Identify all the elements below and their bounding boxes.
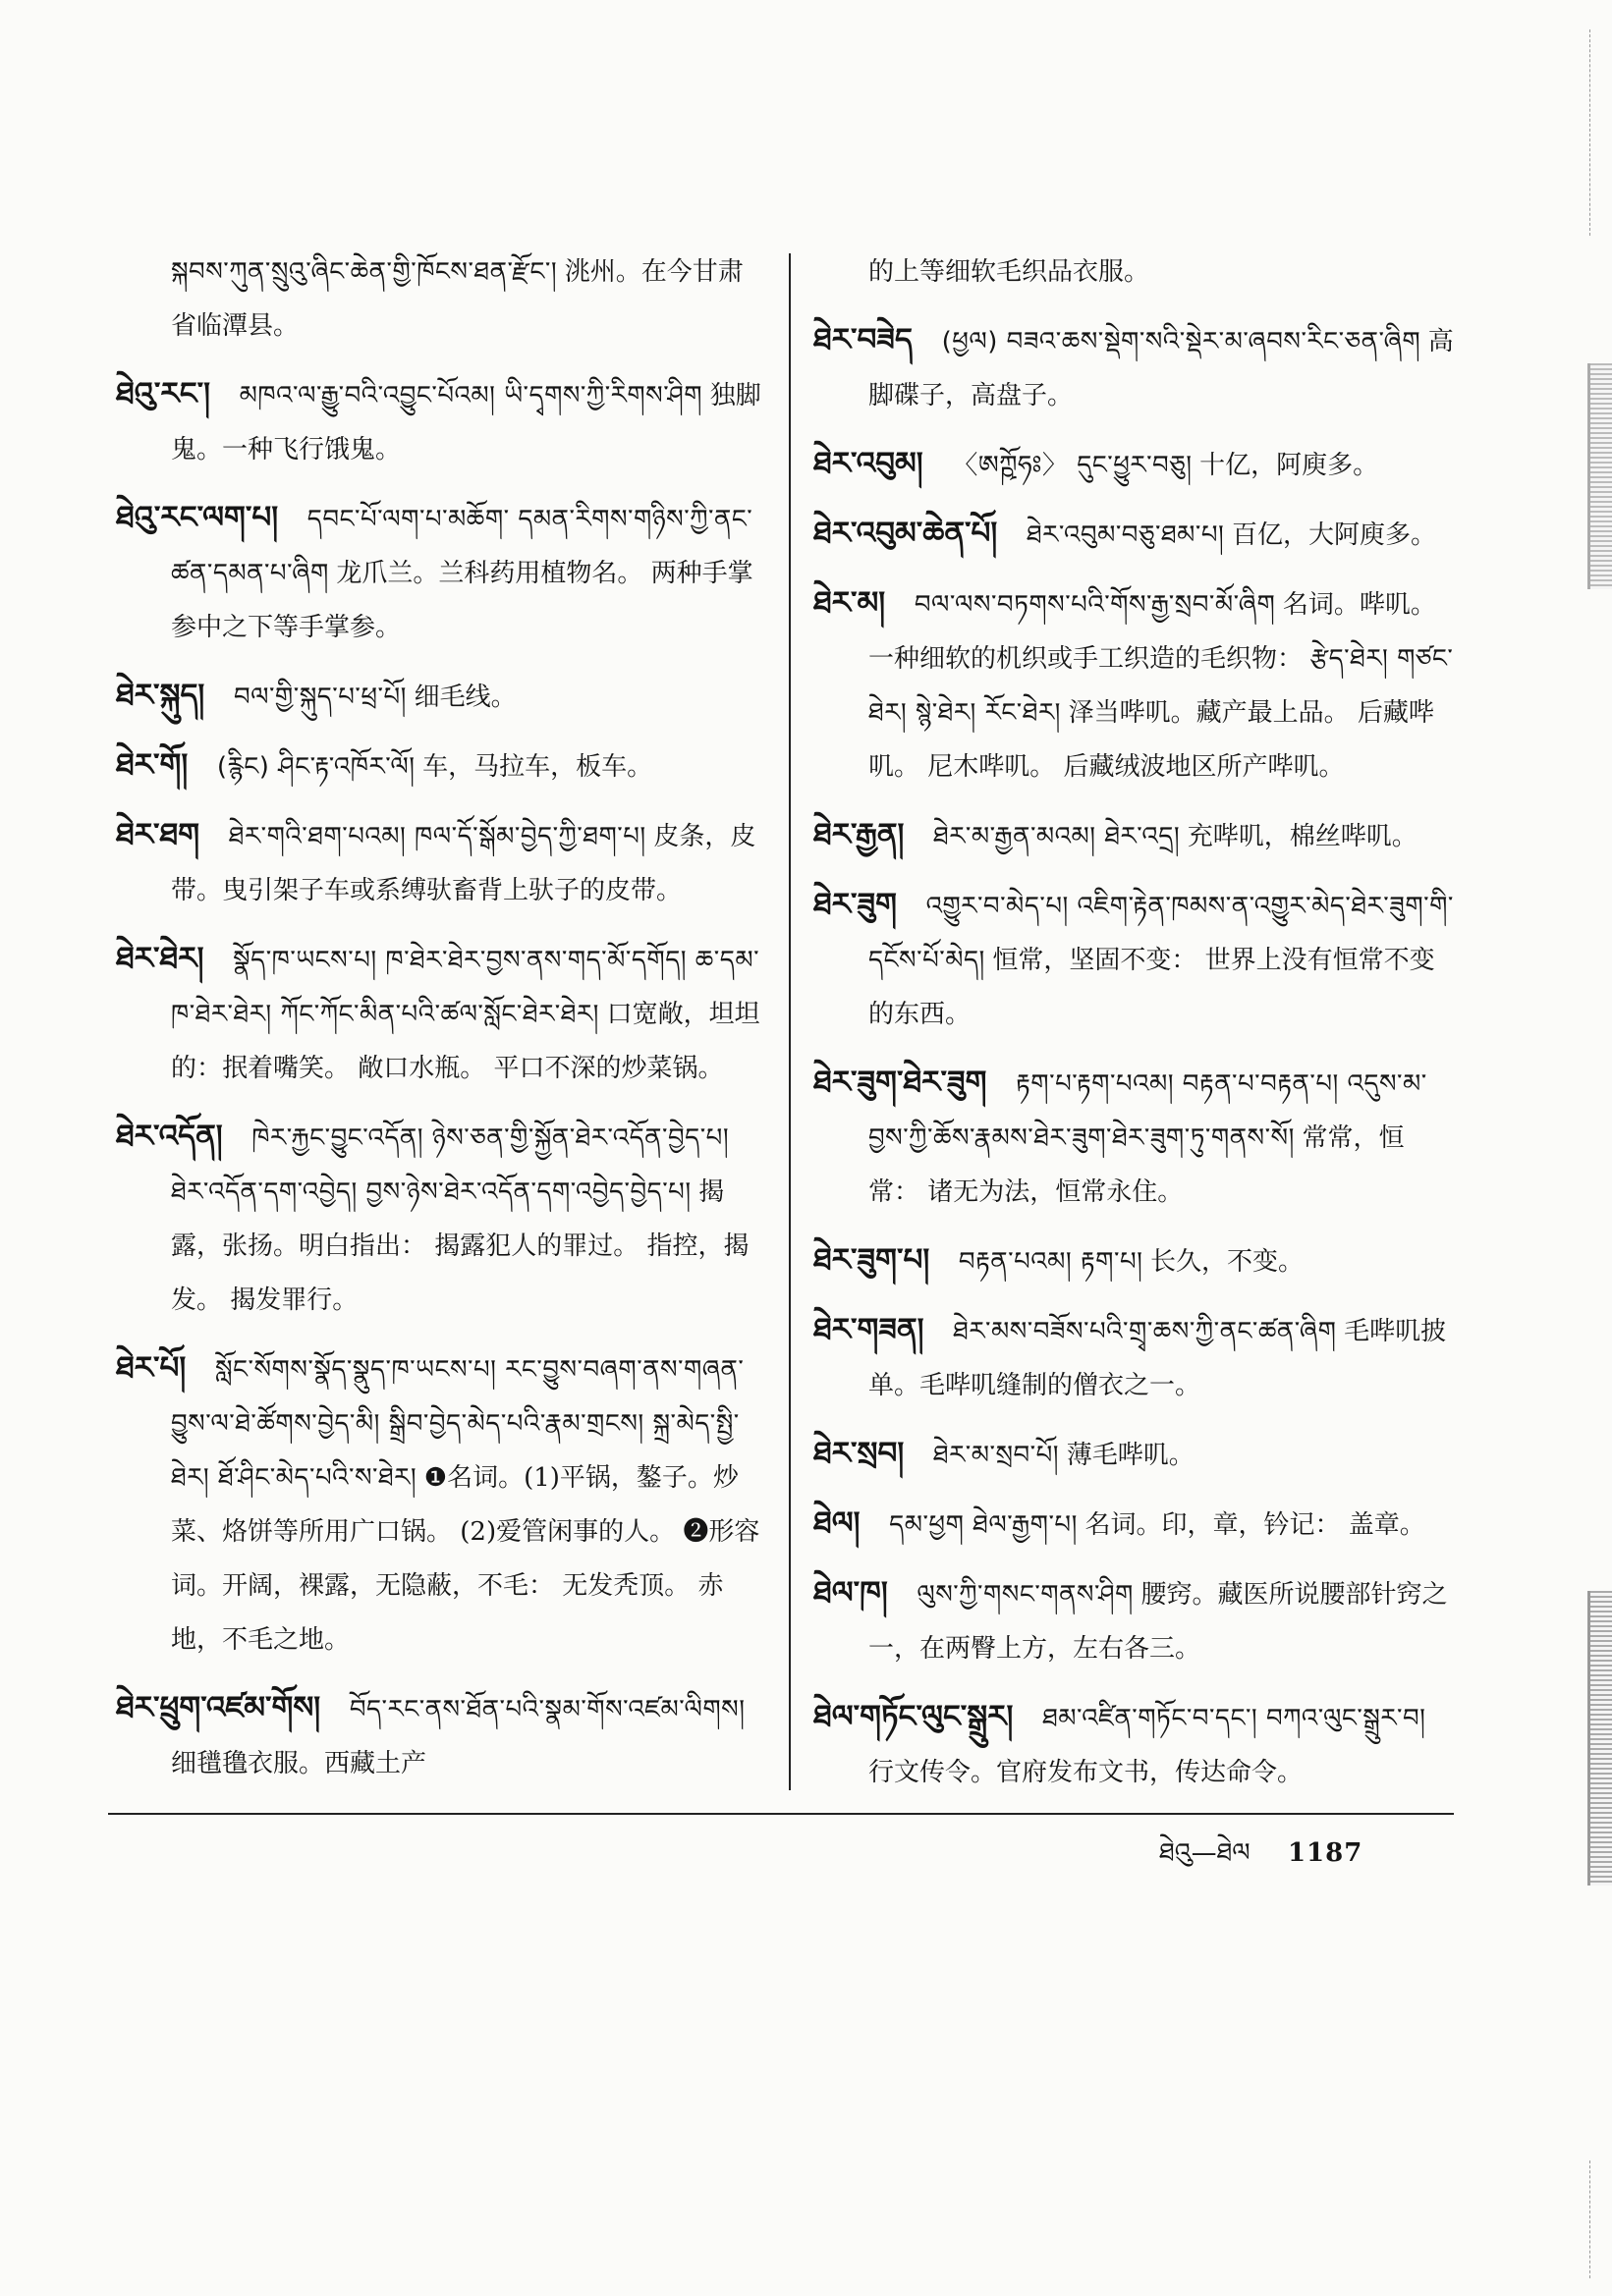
tibetan-text: བལ་ལས་བཏགས་པའི་གོས་རྒྱ་སྲབ་མོ་ཞིག: [914, 590, 1276, 620]
tibetan-text: དབང་པོ་ལག་པ་མཆོག་ དམན་རིགས་གཉིས་ཀྱི་ནང་ཚན་དམན་པ་ཞིག: [171, 505, 753, 588]
dictionary-entry: [813, 313, 1454, 423]
tibetan-text: རྩེད་ཐེར། གཙང་ཐེར། སྙེ་ཐེར། རོང་ཐེར།: [868, 644, 1454, 728]
headword: ཐེར་འདོན།: [116, 1119, 223, 1154]
scan-edge-mark: [1589, 2160, 1612, 2278]
dictionary-entry: [813, 808, 1454, 864]
dictionary-entry: [813, 878, 1454, 1042]
headword: ཐེལ་ཁ།: [813, 1575, 888, 1611]
chinese-text: 的上等细软毛织品衣服。: [868, 257, 1150, 287]
chinese-text: 细氆氇衣服。西藏土产: [171, 1749, 427, 1778]
headword: ཐེར་གཟན།: [813, 1312, 924, 1347]
page-number: 1187: [1287, 1838, 1363, 1868]
headword: ཐེར་སྲབ།: [813, 1436, 905, 1471]
headword: ཐེར་ཟུག: [813, 887, 897, 922]
column-divider: [789, 253, 791, 1790]
dictionary-entry: [813, 246, 1454, 300]
tibetan-text: དམ་ཕྱག ཐེལ་རྒྱག་པ།: [889, 1510, 1078, 1540]
chinese-text: 名词。哔叽。一种细软的机织或手工织造的毛织物：: [868, 590, 1436, 674]
chinese-text: 行文传令。官府发布文书，传达命令。: [868, 1758, 1304, 1787]
tibetan-text: འགྱུར་བ་མེད་པ། འཇིག་རྟེན་ཁམས་ན་འགྱུར་མེད་ཐེར་ཟུག་གི་དངོས་པོ་མེད།: [868, 892, 1454, 975]
chinese-text: 泽当哔叽。藏产最上品。 后藏哔叽。 尼木哔叽。 后藏绒波地区所产哔叽。: [868, 698, 1434, 782]
tibetan-text: ཐམ་འཛིན་གཏོང་བ་དང་། བཀའ་ལུང་སྒྲུར་བ།: [1042, 1704, 1426, 1733]
tibetan-text: བརྟན་པའམ། རྟག་པ།: [958, 1247, 1143, 1277]
dictionary-entry: [116, 738, 764, 794]
headword: ཐེར་ཟུག་པ།: [813, 1242, 930, 1278]
dictionary-entry: [813, 1303, 1454, 1413]
chinese-text: 常常，恒常： 诸无为法，恒常永住。: [868, 1123, 1405, 1207]
chinese-text: 口宽敞，坦坦的：抿着嘴笑。 敞口水瓶。 平口不深的炒菜锅。: [171, 1000, 760, 1083]
chinese-text: 独脚鬼。一种飞行饿鬼。: [171, 381, 761, 465]
chinese-text: 皮条，皮带。曳引架子车或系缚驮畜背上驮子的皮带。: [171, 822, 756, 905]
headword: ཐེར་ཐེར།: [116, 941, 204, 976]
tibetan-text: སློང་སོགས་སྣོད་སྣུད་ཁ་ཡངས་པ། རང་བྱུས་བཞག་ནས་གཞན་བྱུས་ལ་ཐེ་ཚོགས་བྱེད་མི། སྒྲིབ་བྱེད་མེད་པའི་རྣམ་གྲངས། སྐྲ་མེད་སྤྱི་ཐེར། ཐོ་ཤིང་མེད་པའི་ས་ཐེར།: [171, 1355, 745, 1493]
tibetan-text: (རྙིང) ཤིང་རྟ་འཁོར་ལོ།: [216, 752, 416, 782]
tibetan-text: (ཕྱལ) བཟའ་ཆས་སྡེག་སའི་སྡེར་མ་ཞབས་རིང་ཅན་ཞིག: [941, 327, 1421, 356]
dictionary-entry: [813, 576, 1454, 794]
chinese-text: 名词。印，章，钤记： 盖章。: [1084, 1510, 1425, 1540]
dictionary-entry: [116, 1341, 764, 1667]
chinese-text: 细毛线。: [414, 683, 517, 712]
page-footer: [1159, 1825, 1362, 1896]
dictionary-entry: [813, 1427, 1454, 1483]
tibetan-text: སྣོད་ཁ་ཡངས་པ། ཁ་ཐེར་ཐེར་བྱས་ནས་གད་མོ་དགོད། ཆ་དམ་ཁ་ཐེར་ཐེར། ཀོང་ཀོང་མིན་པའི་ཚལ་སློང་ཐེར་ཐེར།: [171, 946, 760, 1029]
headword: ཐེར་མ།: [813, 585, 886, 621]
headword-range: ཐེའུ—ཐེལ: [1159, 1838, 1251, 1868]
chinese-text: 毛哔叽披单。毛哔叽缝制的僧衣之一。: [868, 1317, 1447, 1400]
scan-edge-mark: [1587, 1591, 1612, 1886]
chinese-text: ❶名词。(1)平锅，鏊子。炒菜、烙饼等所用广口锅。 (2)爱管闲事的人。 ❷形容词。开阔，裸露，无隐蔽，不毛： 无发秃顶。 赤地，不毛之地。: [171, 1463, 760, 1655]
chinese-text: 十亿，阿庾多。: [1199, 451, 1379, 480]
headword: ཐེའུ་རང་།: [116, 376, 210, 411]
headword: ཐེལ་གཏོང་ལུང་སྒྲུར།: [813, 1699, 1014, 1734]
chinese-text: 百亿，大阿庾多。: [1231, 520, 1436, 550]
tibetan-text: སྐབས་ཀུན་སྲུའུ་ཞིང་ཆེན་གྱི་ཁོངས་ཐན་རྫོང་།: [171, 257, 558, 287]
headword: ཐེར་ཟུག་ཐེར་ཟུག: [813, 1065, 987, 1100]
scan-edge-mark: [1589, 29, 1612, 236]
chinese-text: 恒常，坚固不变： 世界上没有恒常不变的东西。: [868, 946, 1435, 1029]
tibetan-text: ཐེར་གའི་ཐག་པའམ། ཁལ་དོ་སྒོམ་བྱེད་ཀྱི་ཐག་པ།: [228, 822, 646, 851]
tibetan-text: ཁེར་རྐྱང་བྱུང་འདོན། ཉེས་ཅན་གྱི་སྐྱོན་ཐེར་འདོན་བྱེད་པ། ཐེར་འདོན་དག་འབྱེད། བྱས་ཉེས་ཐེར་འདོན་དག་འབྱེད་བྱེད་པ།: [171, 1123, 730, 1207]
tibetan-text: ཐེར་མ་སྲབ་པོ།: [932, 1441, 1060, 1470]
headword: ཐེལ།: [813, 1505, 861, 1541]
tibetan-text: མཁའ་ལ་རྒྱུ་བའི་འབྱུང་པོའམ། ཡི་དྭགས་ཀྱི་རིགས་ཤིག: [239, 381, 703, 410]
headword: ཐེར་འབུམ།: [813, 446, 923, 481]
right-column: [813, 246, 1454, 1814]
dictionary-entry: [813, 1497, 1454, 1553]
dictionary-entry: [116, 367, 764, 477]
tibetan-text: ཐེར་མ་རྒྱན་མའམ། ཐེར་འདྲ།: [933, 822, 1181, 851]
headword: ཐེའུ་རང་ལག་པ།: [116, 500, 279, 535]
dictionary-entry: [813, 1690, 1454, 1800]
footer-rule: [108, 1813, 1454, 1815]
headword: ཐེར་པོ།: [116, 1350, 187, 1386]
dictionary-entry: [116, 246, 764, 354]
chinese-text: 高脚碟子，高盘子。: [868, 327, 1454, 410]
dictionary-entry: [813, 1566, 1454, 1676]
dictionary-entry: [813, 1056, 1454, 1220]
dictionary-entry: [116, 1681, 764, 1791]
tibetan-text: རྟག་པ་རྟག་པའམ། བརྟན་པ་བརྟན་པ། འདུས་མ་བྱས་ཀྱི་ཆོས་རྣམས་ཐེར་ཟུག་ཐེར་ཟུག་ཏུ་གནས་སོ།: [868, 1069, 1427, 1153]
headword: ཐེར་འབུམ་ཆེན་པོ།: [813, 516, 998, 551]
tibetan-text: བོད་རང་ནས་ཐོན་པའི་སྣམ་གོས་འཛམ་ལིགས།: [349, 1695, 746, 1724]
chinese-text: 充哔叽，棉丝哔叽。: [1187, 822, 1417, 851]
tibetan-text: ཐེར་འབུམ་བཅུ་ཐམ་པ།: [1026, 520, 1225, 550]
chinese-text: 龙爪兰。兰科药用植物名。 两种手掌参中之下等手掌参。: [171, 559, 753, 642]
dictionary-entry: [116, 808, 764, 918]
tibetan-text: བལ་གྱི་སྐུད་པ་ཕྲ་པོ།: [233, 683, 407, 712]
dictionary-entry: [116, 1110, 764, 1328]
headword: ཐེར་སྐུད།: [116, 678, 205, 713]
dictionary-entry: [116, 491, 764, 655]
tibetan-text: ཐེར་མས་བཟོས་པའི་གྲྭ་ཆས་ཀྱི་ནང་ཚན་ཞིག: [953, 1317, 1337, 1346]
headword: ཐེར་བཟེད: [813, 322, 913, 357]
headword: ཐེར་རྒྱན།: [813, 817, 905, 852]
headword: ཐེར་ཐག: [116, 817, 200, 852]
dictionary-entry: [116, 669, 764, 725]
tibetan-text: ལུས་ཀྱི་གསང་གནས་ཤིག: [917, 1580, 1134, 1610]
dictionary-entry: [116, 932, 764, 1096]
chinese-text: 揭露，张扬。明白指出： 揭露犯人的罪过。 指控，揭发。 揭发罪行。: [171, 1177, 750, 1315]
headword: ཐེར་གོ།: [116, 747, 189, 783]
tibetan-text: 〈ཨཀྵོཧཿ〉 དུང་ཕྱུར་བཅུ།: [952, 451, 1193, 480]
chinese-text: 薄毛哔叽。: [1066, 1441, 1195, 1470]
dictionary-entry: [813, 1233, 1454, 1289]
headword: ཐེར་ཕྲུག་འཛམ་གོས།: [116, 1690, 321, 1725]
chinese-text: 腰窍。藏医所说腰部针窍之一，在两臀上方，左右各三。: [868, 1580, 1448, 1664]
chinese-text: 车，马拉车，板车。: [422, 752, 653, 782]
dictionary-entry: [813, 437, 1454, 493]
chinese-text: 洮州。在今甘肃省临潭县。: [171, 257, 744, 341]
dictionary-entry: [813, 507, 1454, 563]
chinese-text: 长久，不变。: [1150, 1247, 1305, 1277]
scan-edge-mark: [1587, 363, 1612, 589]
left-column: [116, 246, 764, 1805]
